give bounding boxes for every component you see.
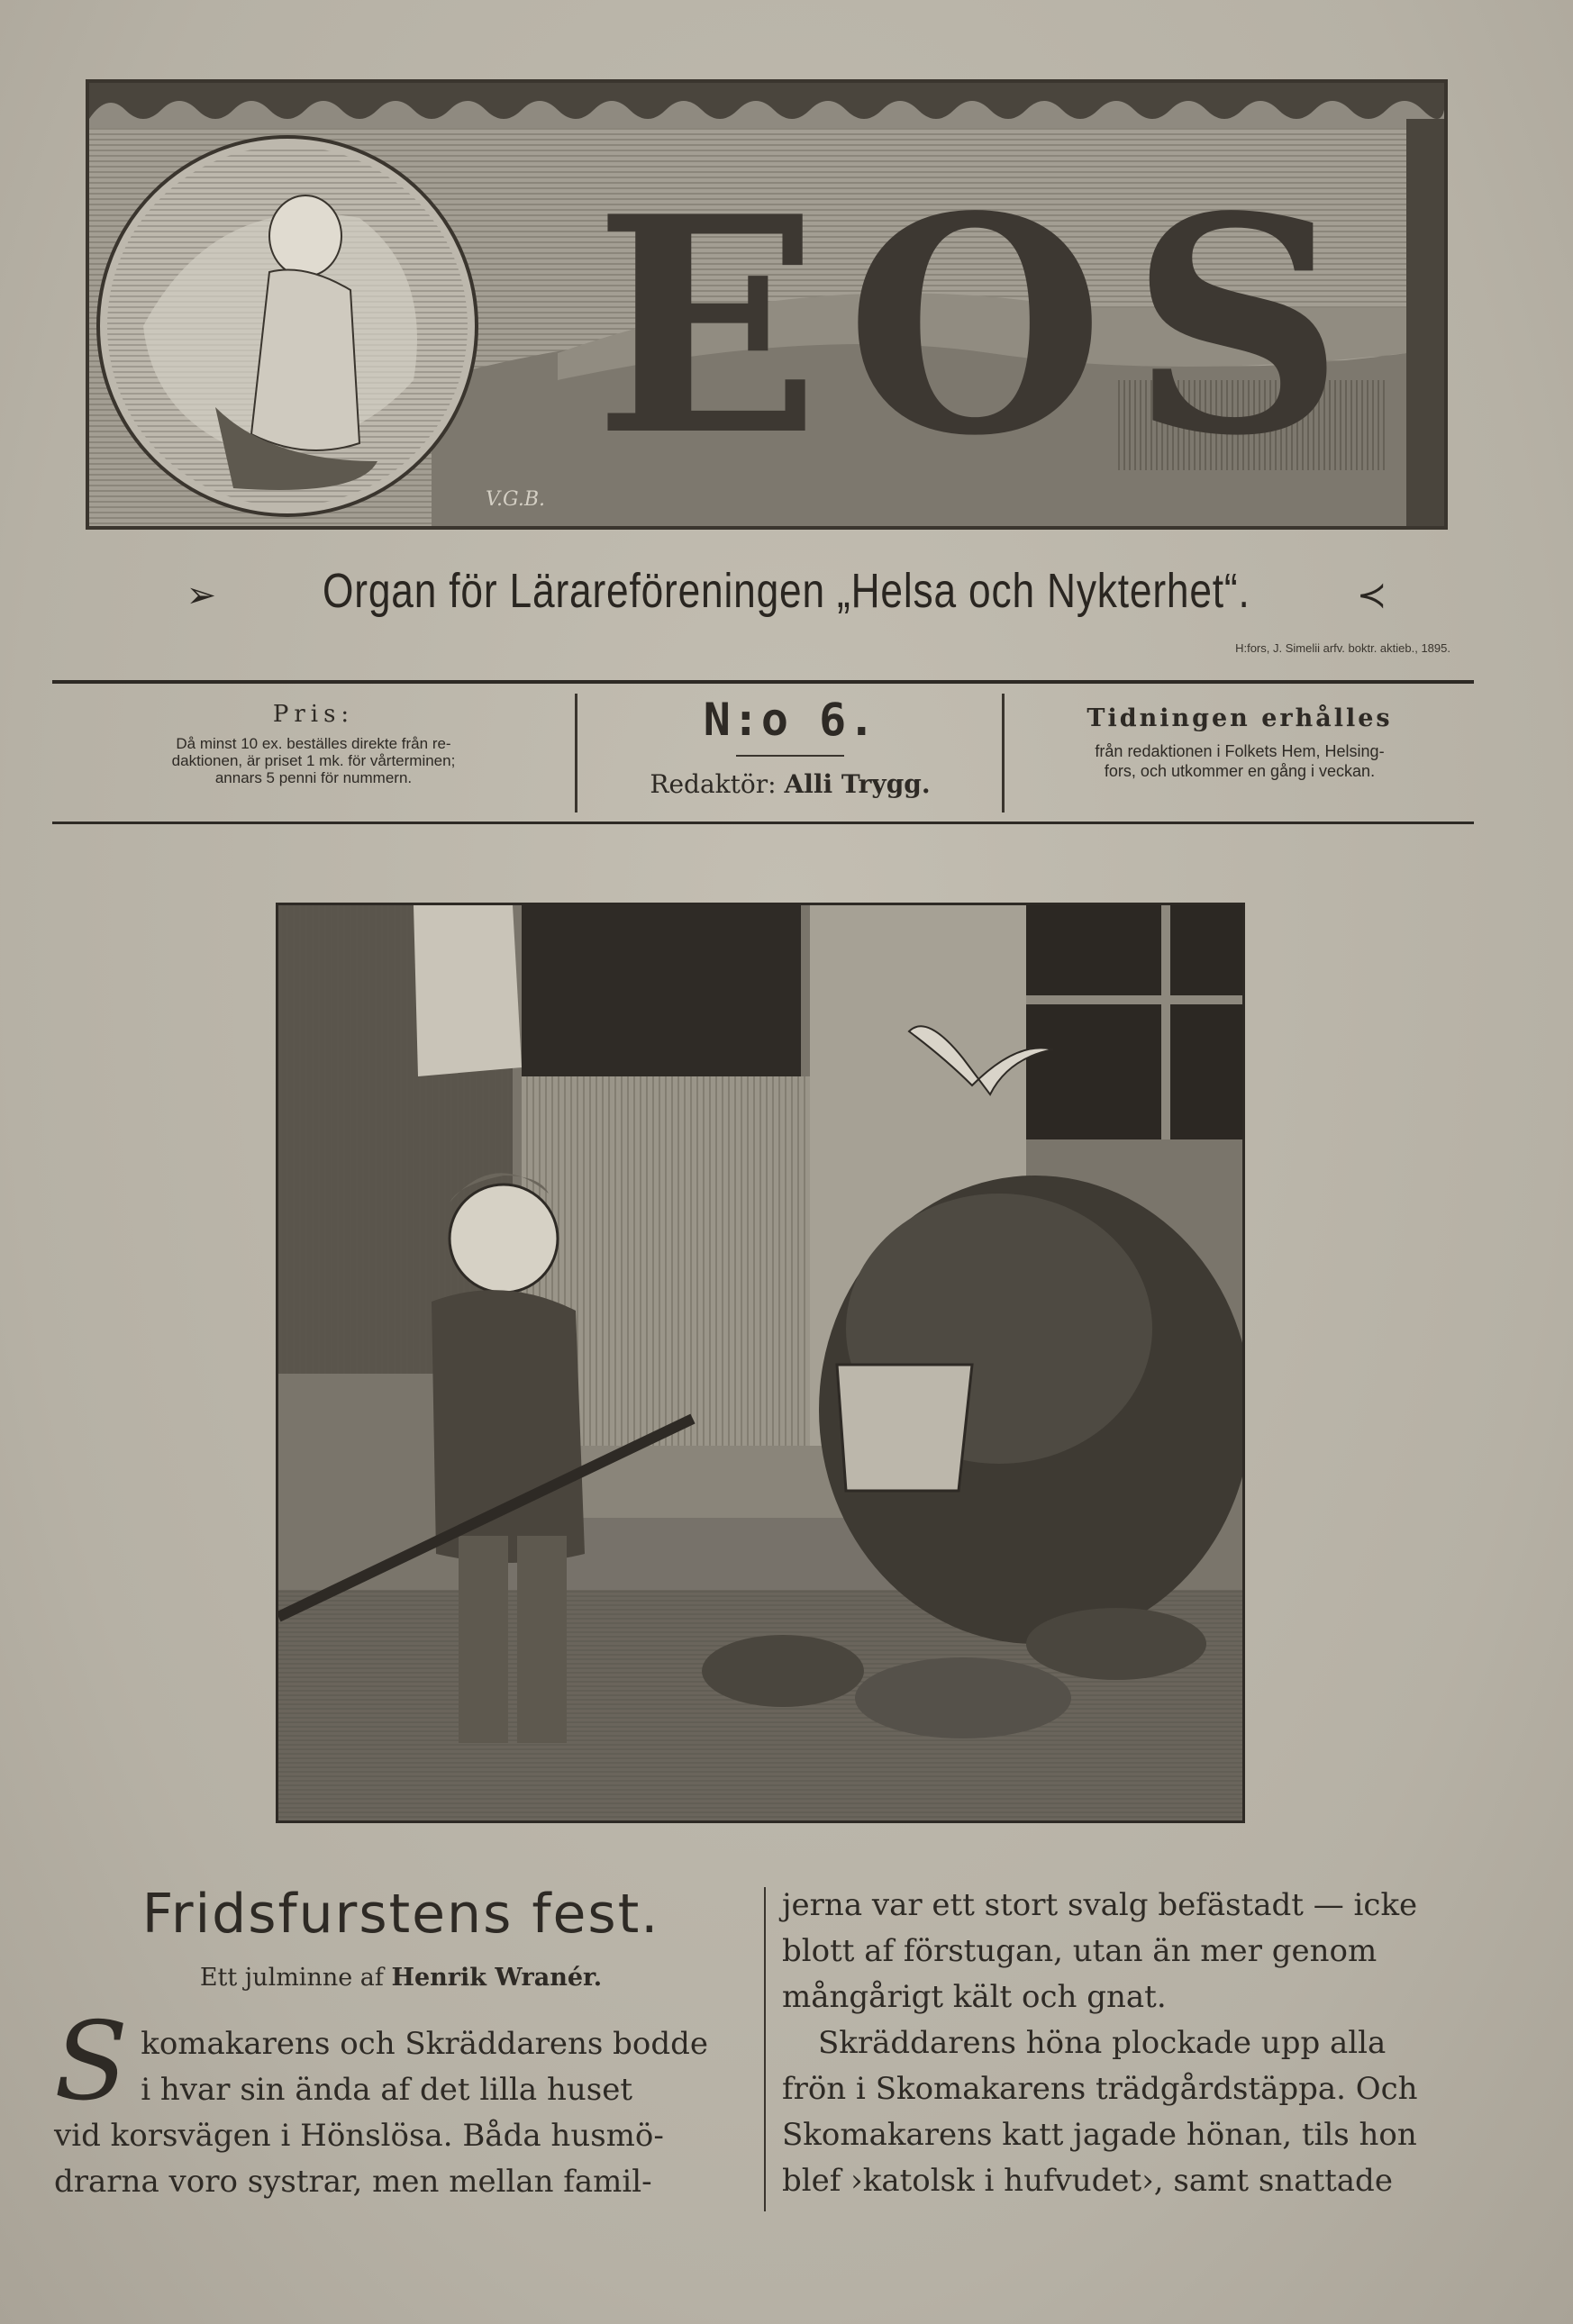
article-line: i hvar sin ända af det lilla huset (141, 2072, 632, 2108)
editor-line (578, 769, 1002, 799)
article-line: Skomakarens katt jagade hönan, tils hon (782, 2117, 1417, 2153)
masthead-banner (86, 79, 1448, 530)
issue-rule (736, 755, 844, 757)
price-box (52, 686, 575, 822)
artist-signature: V.G.B. (486, 488, 545, 511)
top-rule (52, 680, 1474, 684)
bottom-rule (52, 822, 1474, 824)
boy-with-stick-garden-illustration-icon (278, 905, 1242, 1820)
byline-author: Henrik Wranér. (391, 1964, 603, 1992)
column-divider (764, 1887, 766, 2211)
article-byline (54, 1964, 748, 1992)
byline-prefix: Ett julminne af (199, 1964, 384, 1992)
issue-number: N:o 6. (703, 694, 877, 746)
article-line: blott af förstugan, utan än mer genom (782, 1933, 1378, 1969)
article-line: drarna voro systrar, men mellan famil- (54, 2164, 652, 2200)
info-bar (52, 686, 1474, 822)
editor-name: Alli Trygg. (784, 769, 931, 799)
article-line: komakarens och Skräddarens bodde (141, 2026, 709, 2062)
article-line: Skräddarens höna plockade upp alla (818, 2025, 1387, 2061)
price-line: daktionen, är priset 1 mk. för vårterminen; (171, 752, 456, 769)
availability-line: fors, och utkommer en gång i veckan. (1104, 762, 1376, 780)
article-line: frön i Skomakarens trädgårdstäppa. Och (782, 2071, 1418, 2107)
article-title: Fridsfurstens fest. (141, 1883, 660, 1946)
masthead-subtitle-row (0, 563, 1573, 619)
drop-cap: S (54, 2000, 129, 2125)
price-line: annars 5 penni för nummern. (214, 769, 413, 786)
masthead-subtitle: Organ för Lärareföreningen „Helsa och Nykterhet“. (323, 564, 1250, 618)
left-arrow-icon: ➢ (186, 575, 217, 616)
article-line: blef ›katolsk i hufvudet›, samt snattade (782, 2163, 1393, 2199)
issue-box (578, 686, 1002, 822)
article-column-left (54, 2000, 748, 2205)
cover-illustration (276, 903, 1245, 1823)
article-column-right (782, 1883, 1481, 2204)
article-line: vid korsvägen i Hönslösa. Båda husmö- (54, 2118, 664, 2154)
editor-label: Redaktör: (650, 769, 777, 799)
article-line: mångårigt kält och gnat. (782, 1979, 1167, 2015)
divider (1002, 694, 1005, 812)
printer-imprint: H:fors, J. Simelii arfv. boktr. aktieb., 1895. (1235, 641, 1450, 655)
availability-line: från redaktionen i Folkets Hem, Helsing- (1095, 742, 1385, 760)
right-arrow-icon: ≺ (1356, 575, 1387, 616)
article-line: jerna var ett stort svalg befästadt — icke (782, 1887, 1418, 1923)
price-line: Då minst 10 ex. beställes direkte från re- (176, 735, 451, 752)
availability-box (1005, 686, 1474, 822)
price-heading: Pris: (272, 701, 355, 728)
masthead-title: EOS (594, 151, 1370, 501)
divider (575, 694, 577, 812)
availability-heading: Tidningen erhålles (1087, 704, 1393, 732)
